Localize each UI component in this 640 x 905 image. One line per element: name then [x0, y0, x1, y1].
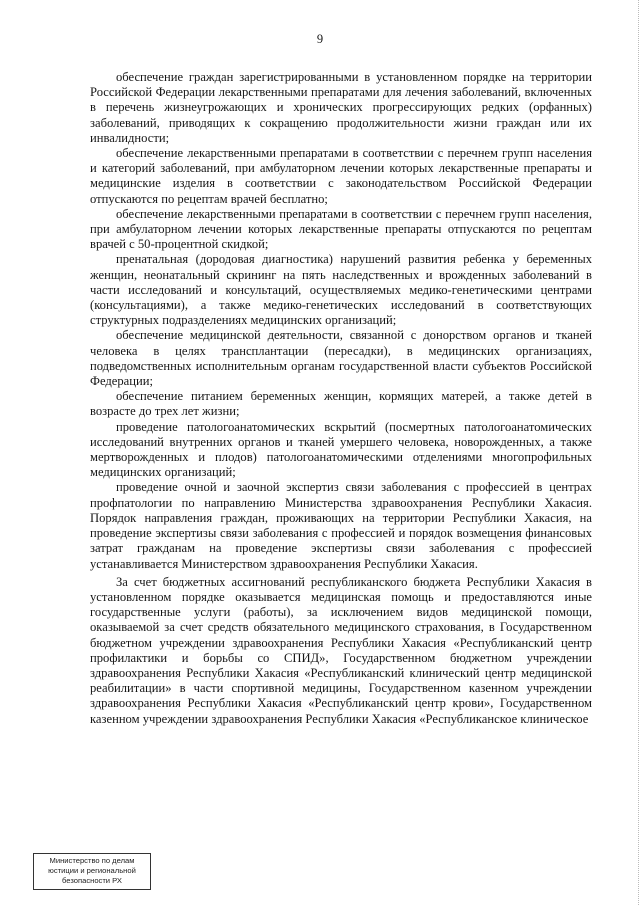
paragraph-free-prescriptions: обеспечение лекарственными препаратами в соответствии с перечнем групп населения и категорий заболеваний, при амбулаторном лечении которых лекарственные препараты и медицинские изделия в соответствии с законодательством Российской Федерации отпускаются по рецептам врачей бесплатно; [90, 146, 592, 206]
paragraph-orphan-drugs: обеспечение граждан зарегистрированными в установленном порядке на территории Российской Федерации лекарственными препаратами для лечения заболеваний, включенных в перечень жизнеугрожающих и хронических прогрессирующих редких (орфанных) заболеваний, приводящих к сокращению продолжительности жизни граждан или их инвалидности; [90, 70, 592, 145]
paragraph-autopsies: проведение патологоанатомических вскрытий (посмертных патологоанатомических исследований внутренних органов и тканей умершего человека, новорожденных, а также мертворожденных и плодов) патологоанатомическими отделениями многопрофильных медицинских организаций; [90, 419, 592, 480]
document-body [90, 70, 592, 727]
registration-stamp [33, 853, 151, 890]
stamp-line: безопасности РХ [62, 876, 122, 885]
paragraph-prenatal-diagnostics: пренатальная (дородовая диагностика) нарушений развития ребенка у беременных женщин, неонатальный скрининг на пять наследственных и врожденных заболеваний в части исследований и консультаций, осуществляемых медико-генетическими центрами (консультациями), а также медико-генетических исследований в соответствующих структурных подразделениях медицинских организаций; [90, 252, 592, 328]
paragraph-occupational-expertise: проведение очной и заочной экспертиз связи заболевания с профессией в центрах профпатологии по направлению Министерства здравоохранения Республики Хакасия. Порядок направления граждан, проживающих на территории Республики Хакасия, на проведение экспертизы связи заболевания с профессией и порядок возмещения финансовых затрат гражданам на проведение экспертизы связи заболевания с профессией устанавливается Министерством здравоохранения Республики Хакасия. [90, 480, 592, 571]
paragraph-discount-prescriptions: обеспечение лекарственными препаратами в соответствии с перечнем групп населения, при амбулаторном лечении которых лекарственные препараты отпускаются по рецептам врачей с 50-процентной скидкой; [90, 206, 592, 252]
stamp-line: Министерство по делам [49, 856, 135, 865]
scan-edge [637, 0, 639, 905]
paragraph-nutrition: обеспечение питанием беременных женщин, кормящих матерей, а также детей в возрасте до трех лет жизни; [90, 389, 592, 419]
paragraph-republican-budget: За счет бюджетных ассигнований республиканского бюджета Республики Хакасия в установленном порядке оказывается медицинская помощь и предоставляются иные государственные услуги (работы), за исключением видов медицинской помощи, оказываемой за счет средств обязательного медицинского страхования, в Государственном бюджетном учреждении здравоохранения Республики Хакасия «Республиканский центр профилактики и борьбы со СПИД», Государственном бюджетном учреждении здравоохранения Республики Хакасия «Республиканский клинический центр медицинской реабилитации» в части спортивной медицины, Государственном казенном учреждении здравоохранения Республики Хакасия «Республиканский центр крови», Государственном казенном учреждении здравоохранения Республики Хакасия «Республиканское клиническое [90, 574, 592, 726]
stamp-line: юстиции и региональной [48, 866, 136, 875]
page-number: 9 [316, 32, 324, 46]
paragraph-organ-donation: обеспечение медицинской деятельности, связанной с донорством органов и тканей человека в целях трансплантации (пересадки), в медицинских организациях, подведомственных исполнительным органам государственной власти субъектов Российской Федерации; [90, 328, 592, 389]
